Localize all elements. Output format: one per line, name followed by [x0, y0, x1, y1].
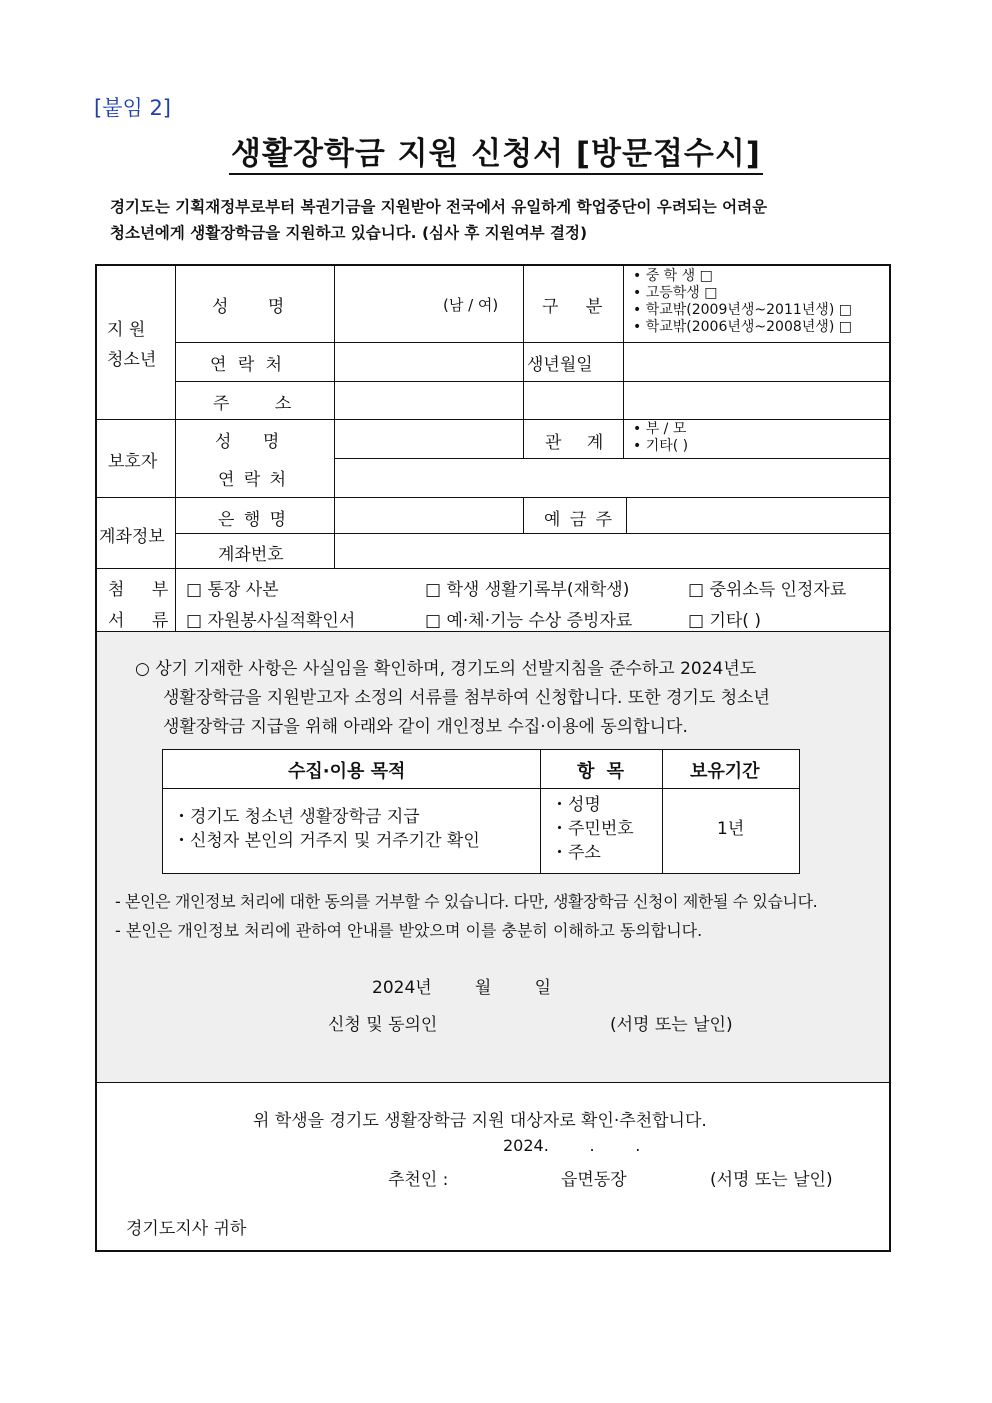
attach-bankbook[interactable]: □ 통장 사본: [186, 580, 279, 600]
purpose-header: 수집·이용 목적: [288, 761, 406, 782]
grid-line: [163, 788, 799, 789]
consent-sign-hint: (서명 또는 날인): [610, 1015, 733, 1035]
grid-line: [626, 497, 627, 533]
guardian-section-label: 보호자: [108, 452, 158, 472]
guardian-name-label: 성 명: [215, 432, 280, 452]
grid-line: [96, 497, 890, 498]
grid-line: [96, 568, 890, 569]
attachments-label-2: 서 류: [108, 611, 169, 631]
privacy-note-2: - 본인은 개인정보 처리에 관하여 안내를 받았으며 이를 충분히 이해하고 동의합니다.: [115, 921, 703, 940]
category-high-school[interactable]: • 고등학생 □: [633, 285, 718, 301]
category-middle-school[interactable]: • 중 학 생 □: [633, 268, 713, 284]
intro-line-1: 경기도는 기획재정부로부터 복권기금을 지원받아 전국에서 유일하게 학업중단이 우려되는 어려운: [110, 198, 768, 216]
applicant-section-label-2: 청소년: [107, 350, 157, 370]
grid-line: [523, 419, 524, 458]
intro-text: [110, 194, 900, 246]
recommender-label: 추천인 :: [388, 1170, 449, 1190]
attachments-label-1: 첨 부: [108, 580, 169, 600]
address-label: 주 소: [213, 394, 292, 414]
item-name: ・성명: [551, 795, 601, 815]
applicant-section-label-1: 지 원: [107, 320, 146, 340]
grid-line: [175, 533, 890, 534]
recommender-office: 읍면동장: [561, 1170, 627, 1190]
attach-school-record[interactable]: □ 학생 생활기록부(재학생): [425, 580, 630, 600]
grid-line: [523, 497, 524, 533]
privacy-note-1: - 본인은 개인정보 처리에 대한 동의를 거부할 수 있습니다. 다만, 생활장학금 신청이 제한될 수 있습니다.: [115, 892, 818, 911]
grid-line: [623, 265, 624, 419]
attach-other[interactable]: □ 기타( ): [688, 611, 761, 631]
category-out-of-school-a[interactable]: • 학교밖(2009년생~2011년생) □: [633, 302, 852, 318]
grid-line: [96, 1082, 890, 1083]
guardian-contact-label: 연 락 처: [218, 470, 287, 490]
retention-period: 1년: [717, 819, 745, 839]
holder-label: 예 금 주: [544, 510, 613, 530]
purpose-2: ・신청자 본인의 거주지 및 거주기간 확인: [173, 831, 480, 851]
recommendation-date: 2024. . .: [503, 1136, 641, 1155]
consent-line-1: ○ 상기 기재한 사항은 사실임을 확인하며, 경기도의 선발지침을 준수하고 2024년도: [135, 659, 757, 679]
relation-other[interactable]: • 기타( ): [633, 438, 689, 454]
grid-line: [96, 419, 890, 420]
category-label: 구 분: [542, 297, 603, 317]
recommendation-sign-hint: (서명 또는 날인): [710, 1170, 833, 1190]
grid-line: [334, 458, 890, 459]
consent-line-3: 생활장학금 지급을 위해 아래와 같이 개인정보 수집·이용에 동의합니다.: [163, 717, 688, 737]
period-header: 보유기간: [690, 761, 760, 782]
purpose-1: ・경기도 청소년 생활장학금 지급: [173, 807, 420, 827]
grid-line: [540, 750, 541, 873]
intro-line-2: 청소년에게 생활장학금을 지원하고 있습니다. (심사 후 지원여부 결정): [110, 224, 588, 242]
signer-label: 신청 및 동의인: [328, 1015, 438, 1035]
item-resident-number: ・주민번호: [551, 819, 634, 839]
items-header: 항 목: [577, 761, 625, 782]
category-out-of-school-b[interactable]: • 학교밖(2006년생~2008년생) □: [633, 319, 852, 335]
consent-line-2: 생활장학금을 지원받고자 소정의 서류를 첨부하여 신청합니다. 또한 경기도 청소년: [163, 688, 770, 708]
grid-line: [175, 381, 890, 382]
grid-line: [175, 265, 176, 631]
title-text: 생활장학금 지원 신청서 [방문접수시]: [229, 136, 763, 175]
account-section-label: 계좌정보: [99, 527, 165, 547]
attach-volunteer[interactable]: □ 자원봉사실적확인서: [186, 611, 356, 631]
relation-parent[interactable]: • 부 / 모: [633, 421, 687, 437]
grid-line: [523, 265, 524, 419]
privacy-info-table: [162, 749, 800, 874]
attach-award[interactable]: □ 예·체·기능 수상 증빙자료: [425, 611, 633, 631]
relation-label: 관 계: [545, 433, 604, 453]
recommendation-text: 위 학생을 경기도 생활장학금 지원 대상자로 확인·추천합니다.: [253, 1111, 707, 1131]
gender-hint: (남 / 여): [443, 296, 499, 314]
grid-line: [175, 342, 890, 343]
applicant-contact-label: 연 락 처: [210, 355, 283, 375]
grid-line: [96, 631, 890, 632]
document-title: [0, 128, 992, 173]
applicant-name-label: 성 명: [212, 297, 285, 317]
grid-line: [623, 419, 624, 458]
bank-label: 은 행 명: [218, 510, 287, 530]
grid-line: [334, 265, 335, 568]
attachment-label: [붙임 2]: [94, 96, 171, 120]
account-number-label: 계좌번호: [218, 545, 284, 565]
addressee: 경기도지사 귀하: [126, 1219, 247, 1239]
item-address: ・주소: [551, 843, 601, 863]
grid-line: [662, 750, 663, 873]
birthdate-label: 생년월일: [527, 355, 593, 375]
attach-income-proof[interactable]: □ 중위소득 인정자료: [688, 580, 847, 600]
consent-date: 2024년 월 일: [372, 978, 551, 998]
